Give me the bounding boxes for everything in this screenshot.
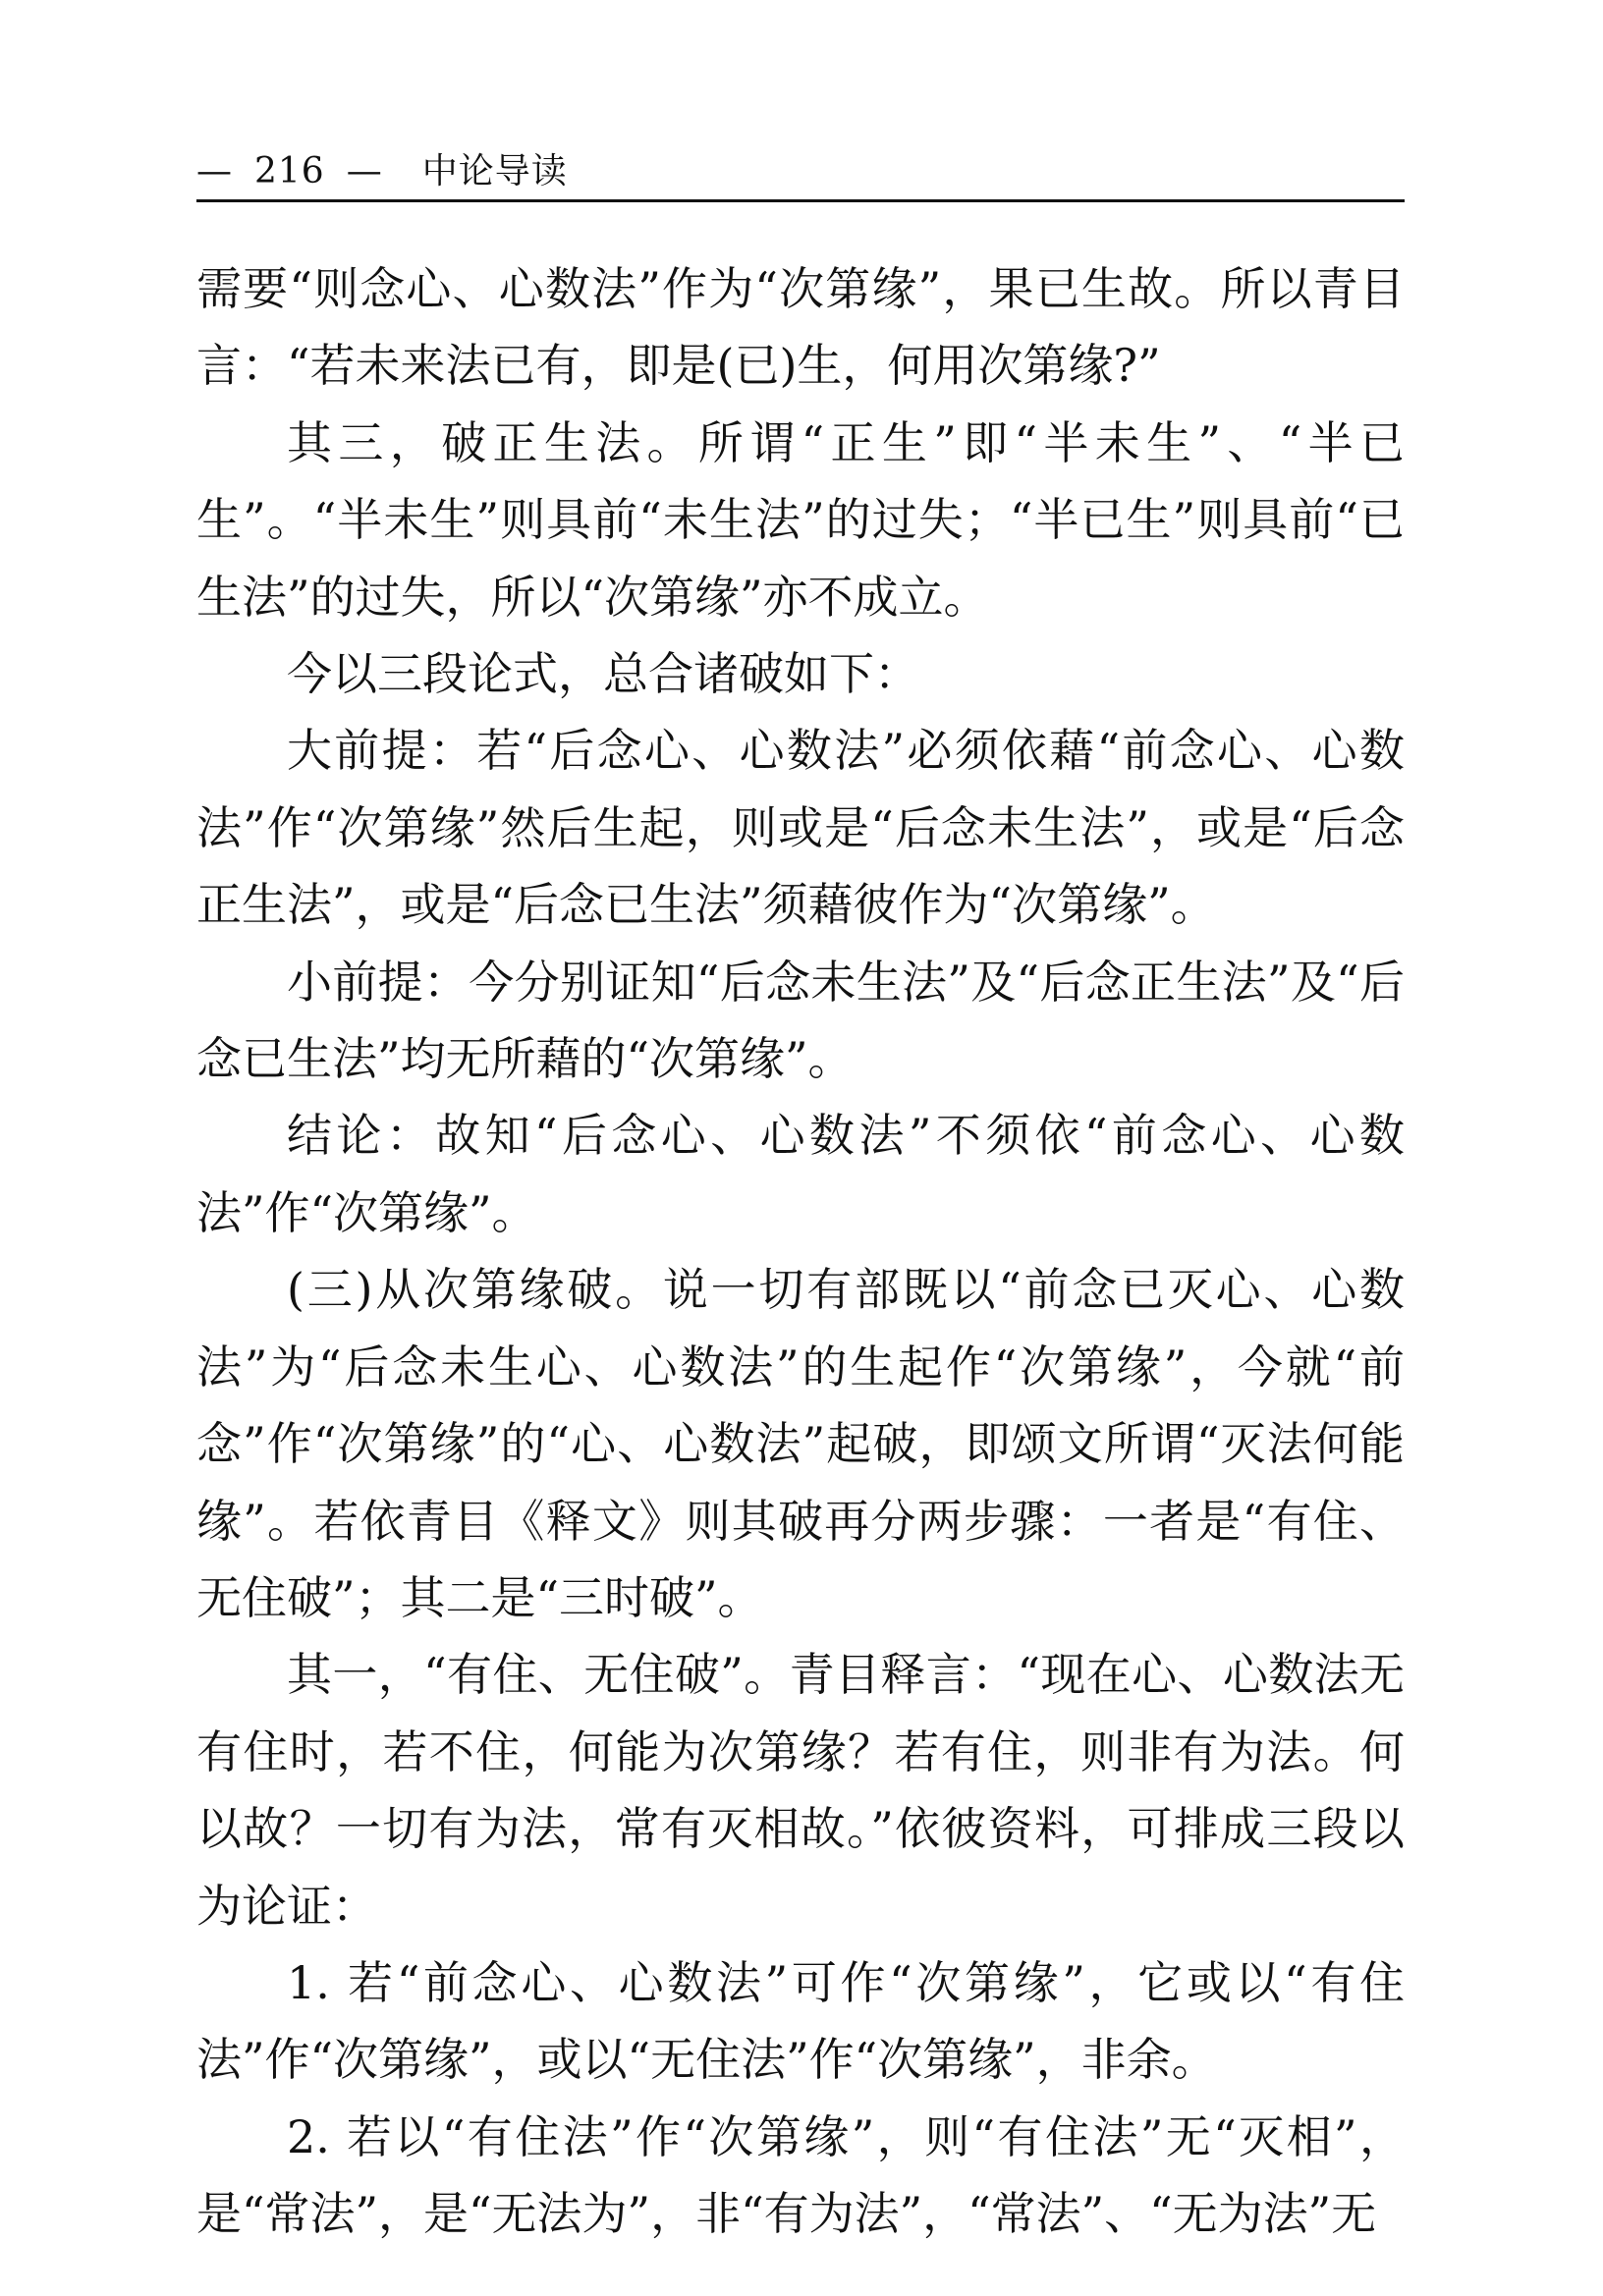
paragraph: 其三，破正生法。所谓“正生”即“半未生”、“半已生”。“半未生”则具前“未生法”的过失；“半已生”则具前“已生法”的过失，所以“次第缘”亦不成立。: [196, 415, 1405, 624]
book-title: 中论导读: [421, 151, 568, 191]
paragraph: 2. 若以“有住法”作“次第缘”，则“有住法”无“灭相”，是“常法”，是“无法为”，非“有为法”，“常法”、“无为法”无: [196, 2109, 1405, 2241]
running-header: [196, 147, 568, 196]
paragraph: 今以三段论式，总合诸破如下：: [287, 647, 919, 701]
header-dash-right: —: [346, 151, 383, 191]
header-dash-left: —: [196, 151, 233, 191]
paragraph: 大前提：若“后念心、心数法”必须依藉“前念心、心数法”作“次第缘”然后生起，则或是“后念未生法”，或是“后念正生法”，或是“后念已生法”须藉彼作为“次第缘”。: [196, 724, 1405, 932]
paragraph: 结论：故知“后念心、心数法”不须依“前念心、心数法”作“次第缘”。: [196, 1109, 1405, 1239]
paragraph: (三)从次第缘破。说一切有部既以“前念已灭心、心数法”为“后念未生心、心数法”的生起作“次第缘”，今就“前念”作“次第缘”的“心、心数法”起破，即颂文所谓“灭法何能缘”。若依青目《释文》则其破再分两步骤：一者是“有住、无住破”；其二是“三时破”。: [196, 1263, 1405, 1624]
header-rule: [196, 199, 1405, 202]
body-text: [196, 250, 1405, 2253]
paragraph: 小前提：今分别证知“后念未生法”及“后念正生法”及“后念已生法”均无所藉的“次第缘”。: [196, 955, 1405, 1086]
paragraph: 需要“则念心、心数法”作为“次第缘”，果已生故。所以青目言：“若未来法已有，即是(已)生，何用次第缘?”: [196, 262, 1405, 393]
paragraph: 其一，“有住、无住破”。青目释言：“现在心、心数法无有住时，若不住，何能为次第缘？若有住，则非有为法。何以故？一切有为法，常有灭相故。”依彼资料，可排成三段以为论证：: [196, 1648, 1405, 1933]
page-number: 216: [254, 151, 325, 191]
paragraph: 1. 若“前念心、心数法”可作“次第缘”，它或以“有住法”作“次第缘”，或以“无住法”作“次第缘”，非余。: [196, 1955, 1405, 2087]
